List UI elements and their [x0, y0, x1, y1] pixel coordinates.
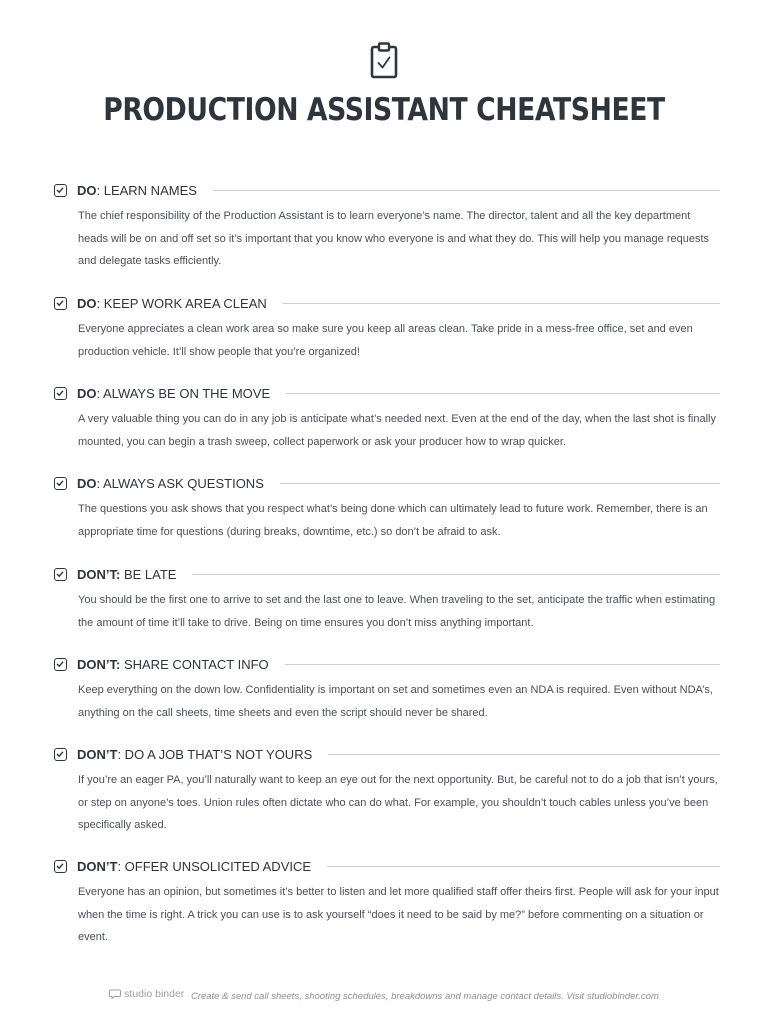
checkbox-icon — [54, 387, 67, 400]
section-heading: : ALWAYS ASK QUESTIONS — [96, 475, 264, 491]
section-heading: : LEARN NAMES — [96, 182, 197, 198]
section-prefix: DO — [77, 385, 97, 401]
section-learn-names — [54, 181, 720, 273]
section-prefix: DON’T: — [77, 566, 121, 582]
section-offer-unsolicited-advice — [54, 857, 720, 949]
footer-brand-name: studio binder — [124, 988, 185, 1000]
divider — [192, 574, 720, 575]
divider — [327, 866, 720, 867]
divider — [286, 393, 720, 394]
section-prefix: DON’T — [77, 858, 118, 874]
section-header — [54, 745, 720, 763]
section-body: A very valuable thing you can do in any job is anticipate what’s needed next. Even at the end of the day, when the last shot is finally mounted, you can begin a trash sweep, collect paperwork or ask your producer how to wrap quicker. — [78, 413, 716, 448]
section-title — [77, 386, 270, 401]
section-be-late — [54, 565, 720, 634]
section-title — [77, 747, 312, 762]
section-always-ask-questions — [54, 474, 720, 543]
checkbox-icon — [54, 297, 67, 310]
section-share-contact-info — [54, 655, 720, 724]
section-body: The chief responsibility of the Production Assistant is to learn everyone’s name. The director, talent and all the key department heads will be on and off set so it’s important that you know who everyone is and what they do. This will help you manage requests and delegate tasks efficiently. — [78, 210, 710, 267]
section-title — [77, 657, 269, 672]
checkbox-icon — [54, 658, 67, 671]
section-header — [54, 294, 720, 312]
section-body: You should be the first one to arrive to set and the last one to leave. When traveling to the set, anticipate the traffic when estimating the amount of time it’ll take to drive. Being on time ensures you don’t miss anything important. — [78, 594, 716, 629]
divider — [280, 483, 720, 484]
divider — [285, 664, 720, 665]
section-title — [77, 296, 267, 311]
section-body: If you’re an eager PA, you’ll naturally want to keep an eye out for the next opportunity. But, be careful not to do a job that isn’t yours, or step on anyone’s toes. Union rules often dictate who can do what. For example, you shouldn’t touch cables unless you’ve been specifically asked. — [78, 774, 718, 831]
chat-bubble-icon — [109, 989, 121, 999]
section-title — [77, 567, 176, 582]
footer-brand[interactable] — [109, 988, 184, 1000]
section-heading: : KEEP WORK AREA CLEAN — [96, 295, 267, 311]
section-header — [54, 181, 720, 199]
section-heading: : OFFER UNSOLICITED ADVICE — [117, 858, 312, 874]
divider — [213, 190, 720, 191]
section-heading: SHARE CONTACT INFO — [120, 656, 269, 672]
section-body: Keep everything on the down low. Confidentiality is important on set and sometimes even an NDA is required. Even without NDA’s, anything on the call sheets, time sheets and even the script should never be shared. — [78, 684, 713, 719]
section-heading: BE LATE — [120, 566, 177, 582]
footer — [0, 988, 768, 1002]
checkbox-icon — [54, 860, 67, 873]
checkbox-icon — [54, 477, 67, 490]
section-prefix: DO — [77, 475, 97, 491]
section-keep-work-area-clean — [54, 294, 720, 363]
divider — [283, 303, 720, 304]
checkbox-icon — [54, 748, 67, 761]
section-header — [54, 474, 720, 492]
divider — [328, 754, 720, 755]
checkbox-icon — [54, 568, 67, 581]
section-body: Everyone has an opinion, but sometimes it’s better to listen and let more qualified staff offer theirs first. People will ask for your input when the time is right. A trick you can use is to ask yourself “does it need to be said by me?” before commenting on a situation or event. — [78, 886, 719, 943]
section-prefix: DON’T — [77, 746, 118, 762]
clipboard-check-icon — [370, 42, 398, 79]
section-prefix: DON’T: — [77, 656, 121, 672]
section-always-be-on-the-move — [54, 384, 720, 453]
section-heading: : ALWAYS BE ON THE MOVE — [96, 385, 271, 401]
footer-tagline: Create & send call sheets, shooting schedules, breakdowns and manage contact details. Visit studiobinder.com — [190, 991, 659, 1002]
section-title — [77, 859, 311, 874]
section-body: Everyone appreciates a clean work area so make sure you keep all areas clean. Take pride in a mess-free office, set and even production vehicle. It’ll show people that you’re organized! — [78, 323, 693, 358]
section-title — [77, 476, 264, 491]
page-title: PRODUCTION ASSISTANT CHEATSHEET — [103, 92, 665, 128]
section-heading: : DO A JOB THAT’S NOT YOURS — [117, 746, 313, 762]
checkbox-icon — [54, 184, 67, 197]
section-do-a-job-thats-not-yours — [54, 745, 720, 837]
section-prefix: DO — [77, 182, 97, 198]
section-header — [54, 655, 720, 673]
section-prefix: DO — [77, 295, 97, 311]
section-title — [77, 183, 197, 198]
section-header — [54, 857, 720, 875]
section-header — [54, 565, 720, 583]
section-header — [54, 384, 720, 402]
section-body: The questions you ask shows that you respect what’s being done which can ultimately lead to future work. Remember, there is an appropriate time for questions (during breaks, downtime, etc.) so don’t be afraid to ask. — [78, 503, 708, 538]
